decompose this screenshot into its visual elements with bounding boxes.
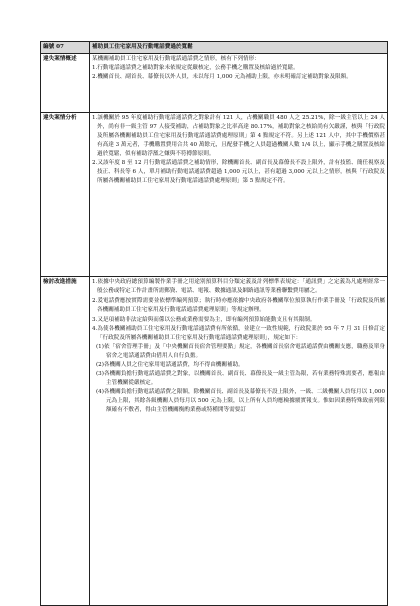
paragraph: (1)依「宿舍管理手冊」及「中央機關首長宿舍管理要點」規定，各機關首長宿舍電話通話費由機關支應，職務及單身宿舍之電話通話費由借用人自行負擔。 [96,344,385,360]
header-row [41,42,388,54]
row-label-analysis: 違失案情分析 [41,112,90,276]
paragraph: 1.該機關於 95 年度補助行動電話通話費之對象計有 121 人，占機關職員 480 人之 25.21%，除一級主管以上 24 人外，尚有非一級主管 97 人接受補助，占補助對象之比率高達 80.17%，補助對象之核給尚有欠嚴謹，核與「行政院及所屬各機關補助員工住宅家用及行動電話通話費處理原則」第 4 點規定不符。另上述 121 人中，其中手機價格甚有高達 3 萬元者，手機購置費用合共 40 萬餘元，且配發手機之人員超過機關人數 1/4 以上，顯示手機之購置及核給過於寬鬆，似有補助浮濫之嫌與不符撙節原則。 [92,114,385,157]
paragraph: 2.又該年度 8 至 12 月行動電話通話費之補助情形，除機關首長、副首長及幕僚長不設上限外，計有技監、簡任視察及技正、科長等 6 人，單月補助行動電話通話費超過 1,000 元以上，甚有超過 3,000 元以上之情形，核與「行政院及所屬各機關補助員工住宅家用及行動電話通話費處理原則」第 5 點規定不符。 [92,160,385,185]
paragraph: (2)各機關人員之住宅家用電話通話費，均不得由機關補助。 [96,362,244,369]
case-code: 編號 07 [41,42,90,54]
paragraph: 1.行動電話通話費之補助對象未依規定從嚴核定，公務手機之購置及核給過於寬鬆。 [92,64,299,71]
paragraph: 4.為使各機關補助員工住宅家用及行動電話通話費有所依循，並建立一致性規範，行政院業於 95 年 7 月 31 日修訂定「行政院及所屬各機關補助員工住宅家用及行動電話通話費處理原則」，規定如下： [92,326,385,342]
row-content-analysis [90,112,388,276]
paragraph: (3)各機關負擔行動電話通話費之對象，以機關首長、副首長、幕僚長及一級主管為限，若有業務特殊需要者，應報由主管機關從嚴核定。 [96,370,385,386]
paragraph: 3.又是項補助非法定給與而係以公務或業務需要為主，即有編列預算始能動支且有其限制。 [92,316,316,323]
row-label-measures: 檢討改進措施 [41,276,90,605]
case-table [40,41,388,606]
paragraph: 1.依據中央政府總預算編製作業手冊之用途別預算科目分類定義及計列標準表規定：「通訊費」之定義為凡處理經常一般公務或特定工作計畫所需郵資、電話、電報、數據通訊及網路通訊等業務聯繫費用屬之。 [92,278,385,294]
paragraph: 2.爰電話費應按實際需要並依標準編列預算；執行時亦應依據中央政府各機關單位預算執行作業手冊及「行政院及所屬各機關補助員工住宅家用及行動電話通話費處理原則」等規定辦理。 [92,297,385,313]
row-analysis [41,112,388,276]
row-measures [41,276,388,605]
row-content-measures [90,276,388,605]
row-content-summary [90,53,388,112]
case-title: 補助員工住宅家用及行動電話費過於寬鬆 [90,42,388,54]
paragraph: 某機關補助員工住宅家用及行動電話通話費之情形，核有下列情形： [92,55,260,62]
document-sheet [40,41,388,606]
row-label-summary: 違失案情概述 [41,53,90,112]
paragraph: 2.機關首長、副首長、幕僚長以外人員，未以每月 1,000 元為補助上限，亦未明確訂定補助對象及限額。 [92,73,352,80]
row-summary [41,53,388,112]
paragraph: (4)各機關負擔行動電話通話費之限額，除機關首長、副首長及幕僚長不設上限外，一級、二級機關人員每月以 1,000 元為上限，其餘各級機關人員每月以 500 元為上限，以上所有人員均應檢據覈實報支。惟如因業務特殊致前列限額確有不敷者，得由主管機關衡酌業務或特種開等需要訂 [96,388,385,413]
